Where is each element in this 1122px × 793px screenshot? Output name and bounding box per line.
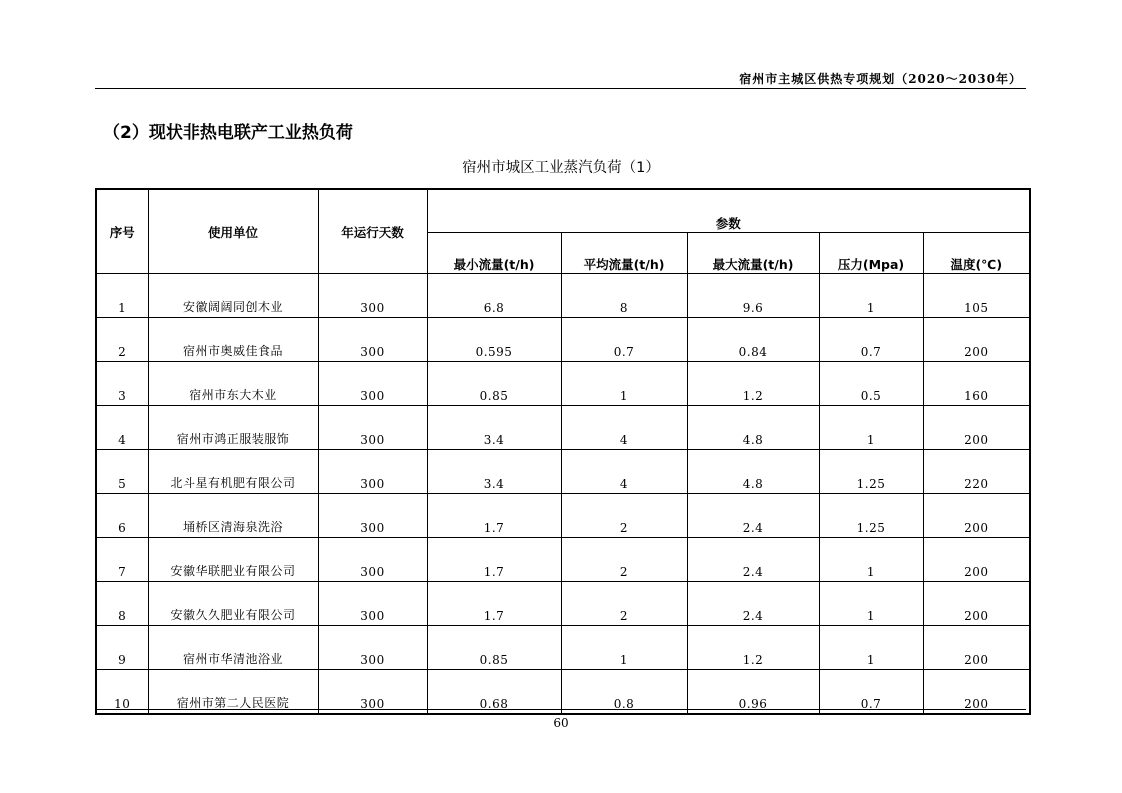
cell-temperature: 220 — [923, 450, 1030, 494]
cell-days: 300 — [318, 274, 427, 318]
cell-min-flow: 3.4 — [427, 406, 561, 450]
cell-index: 3 — [96, 362, 148, 406]
table-header-row — [96, 189, 1030, 233]
cell-max-flow: 9.6 — [687, 274, 819, 318]
cell-index: 4 — [96, 406, 148, 450]
table-row — [96, 538, 1030, 582]
cell-pressure: 1 — [819, 582, 923, 626]
cell-temperature: 200 — [923, 406, 1030, 450]
cell-max-flow: 2.4 — [687, 494, 819, 538]
table-row — [96, 582, 1030, 626]
table-row — [96, 318, 1030, 362]
cell-avg-flow: 4 — [561, 406, 687, 450]
table-row — [96, 450, 1030, 494]
cell-index: 9 — [96, 626, 148, 670]
table-row — [96, 406, 1030, 450]
cell-pressure: 1.25 — [819, 450, 923, 494]
cell-avg-flow: 0.8 — [561, 670, 687, 715]
cell-pressure: 1 — [819, 538, 923, 582]
cell-temperature: 200 — [923, 582, 1030, 626]
column-header-unit: 使用单位 — [148, 189, 318, 274]
cell-index: 10 — [96, 670, 148, 715]
cell-temperature: 200 — [923, 626, 1030, 670]
cell-avg-flow: 0.7 — [561, 318, 687, 362]
cell-avg-flow: 1 — [561, 626, 687, 670]
cell-min-flow: 0.85 — [427, 362, 561, 406]
table-row — [96, 626, 1030, 670]
cell-index: 2 — [96, 318, 148, 362]
cell-days: 300 — [318, 362, 427, 406]
cell-max-flow: 2.4 — [687, 582, 819, 626]
cell-days: 300 — [318, 626, 427, 670]
steam-load-table — [95, 188, 1031, 715]
column-header-min-flow: 最小流量(t/h) — [427, 233, 561, 274]
cell-avg-flow: 2 — [561, 494, 687, 538]
cell-avg-flow: 4 — [561, 450, 687, 494]
cell-unit: 北斗星有机肥有限公司 — [148, 450, 318, 494]
cell-max-flow: 4.8 — [687, 406, 819, 450]
column-header-pressure: 压力(Mpa) — [819, 233, 923, 274]
cell-unit: 宿州市华清池浴业 — [148, 626, 318, 670]
cell-min-flow: 1.7 — [427, 582, 561, 626]
cell-max-flow: 0.84 — [687, 318, 819, 362]
cell-temperature: 160 — [923, 362, 1030, 406]
cell-min-flow: 3.4 — [427, 450, 561, 494]
cell-index: 8 — [96, 582, 148, 626]
column-header-index: 序号 — [96, 189, 148, 274]
cell-min-flow: 0.68 — [427, 670, 561, 715]
cell-temperature: 105 — [923, 274, 1030, 318]
cell-temperature: 200 — [923, 670, 1030, 715]
cell-days: 300 — [318, 318, 427, 362]
cell-unit: 埇桥区清海泉洗浴 — [148, 494, 318, 538]
cell-avg-flow: 8 — [561, 274, 687, 318]
table-row — [96, 494, 1030, 538]
cell-index: 7 — [96, 538, 148, 582]
cell-unit: 安徽华联肥业有限公司 — [148, 538, 318, 582]
table-row — [96, 362, 1030, 406]
cell-index: 6 — [96, 494, 148, 538]
table-row — [96, 670, 1030, 715]
cell-unit: 安徽阔阔同创木业 — [148, 274, 318, 318]
cell-max-flow: 4.8 — [687, 450, 819, 494]
cell-pressure: 0.7 — [819, 670, 923, 715]
cell-unit: 宿州市东大木业 — [148, 362, 318, 406]
cell-avg-flow: 1 — [561, 362, 687, 406]
cell-avg-flow: 2 — [561, 582, 687, 626]
column-header-days: 年运行天数 — [318, 189, 427, 274]
cell-min-flow: 0.85 — [427, 626, 561, 670]
cell-min-flow: 6.8 — [427, 274, 561, 318]
running-header: 宿州市主城区供热专项规划（2020～2030年） — [739, 72, 1022, 86]
cell-days: 300 — [318, 582, 427, 626]
column-group-params: 参数 — [427, 189, 1030, 233]
cell-max-flow: 0.96 — [687, 670, 819, 715]
cell-pressure: 1.25 — [819, 494, 923, 538]
cell-max-flow: 1.2 — [687, 362, 819, 406]
cell-min-flow: 0.595 — [427, 318, 561, 362]
cell-days: 300 — [318, 450, 427, 494]
cell-pressure: 0.7 — [819, 318, 923, 362]
cell-unit: 宿州市第二人民医院 — [148, 670, 318, 715]
column-header-max-flow: 最大流量(t/h) — [687, 233, 819, 274]
cell-min-flow: 1.7 — [427, 494, 561, 538]
cell-temperature: 200 — [923, 318, 1030, 362]
cell-days: 300 — [318, 670, 427, 715]
cell-days: 300 — [318, 406, 427, 450]
cell-index: 1 — [96, 274, 148, 318]
column-header-avg-flow: 平均流量(t/h) — [561, 233, 687, 274]
cell-unit: 宿州市奥威佳食品 — [148, 318, 318, 362]
cell-index: 5 — [96, 450, 148, 494]
cell-max-flow: 1.2 — [687, 626, 819, 670]
cell-avg-flow: 2 — [561, 538, 687, 582]
page-number: 60 — [553, 716, 569, 730]
table-caption: 宿州市城区工业蒸汽负荷（1） — [462, 160, 660, 176]
column-header-temperature: 温度(℃) — [923, 233, 1030, 274]
cell-unit: 安徽久久肥业有限公司 — [148, 582, 318, 626]
cell-temperature: 200 — [923, 494, 1030, 538]
cell-days: 300 — [318, 538, 427, 582]
cell-pressure: 1 — [819, 626, 923, 670]
cell-temperature: 200 — [923, 538, 1030, 582]
cell-pressure: 0.5 — [819, 362, 923, 406]
table-row — [96, 274, 1030, 318]
cell-pressure: 1 — [819, 274, 923, 318]
cell-pressure: 1 — [819, 406, 923, 450]
section-heading: （2）现状非热电联产工业热负荷 — [103, 123, 353, 143]
cell-max-flow: 2.4 — [687, 538, 819, 582]
cell-min-flow: 1.7 — [427, 538, 561, 582]
header-divider — [95, 88, 1026, 89]
footer-divider — [95, 709, 1026, 710]
cell-days: 300 — [318, 494, 427, 538]
cell-unit: 宿州市鸿正服装服饰 — [148, 406, 318, 450]
